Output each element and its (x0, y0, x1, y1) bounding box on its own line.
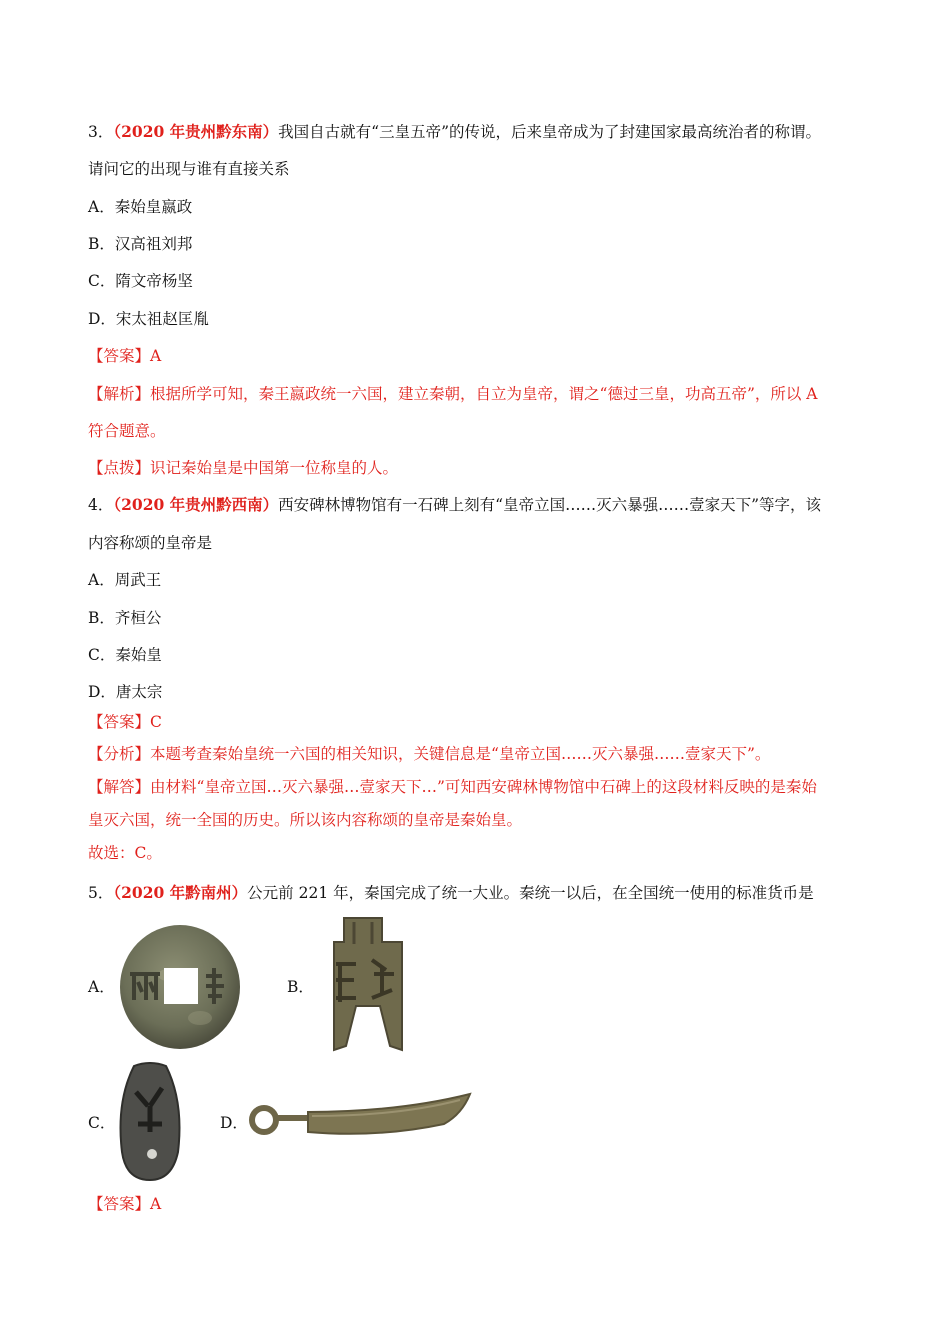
q3-analysis-line2: 符合题意。 (88, 422, 166, 440)
ban-liang-coin-image (116, 920, 244, 1052)
q4-jieda-line1: 【解答】由材料“皇帝立国…灭六暴强…壹家天下…”可知西安碑林博物馆中石碑上的这段材料反映的是秦始 (88, 778, 817, 796)
q4-answer: 【答案】C (88, 713, 162, 731)
q3-analysis-line1: 【解析】根据所学可知，秦王嬴政统一六国，建立秦朝，自立为皇帝，谓之“德过三皇，功高五帝”，所以 A (88, 385, 818, 403)
q4-stem-text: 西安碑林博物馆有一石碑上刻有“皇帝立国……灭六暴强……壹家天下”等字，该 (278, 496, 822, 514)
q5-label-d: D． (220, 1114, 248, 1132)
q5-source: （2020 年黔南州） (113, 883, 248, 902)
q3-stem-text: 我国自古就有“三皇五帝”的传说，后来皇帝成为了封建国家最高统治者的称谓。 (278, 123, 822, 141)
q4-stem-line2: 内容称颂的皇帝是 (88, 534, 213, 552)
q3-number: 3． (88, 123, 114, 141)
knife-coin-image (248, 1092, 472, 1144)
q4-option-b: B．齐桓公 (88, 609, 162, 627)
q5-label-b: B． (287, 978, 314, 996)
q3-option-a: A．秦始皇嬴政 (88, 198, 193, 216)
q5-answer: 【答案】A (88, 1195, 162, 1213)
q3-tip: 【点拨】识记秦始皇是中国第一位称皇的人。 (88, 459, 399, 477)
q5-number: 5． (88, 884, 114, 902)
q5-stem-text: 公元前 221 年，秦国完成了统一大业。秦统一以后，在全国统一使用的标准货币是 (247, 884, 814, 902)
spade-coin-image (316, 916, 412, 1052)
q4-number: 4． (88, 496, 114, 514)
q4-choice: 故选：C。 (88, 844, 162, 862)
q3-answer: 【答案】A (88, 347, 162, 365)
q4-jieda-line2: 皇灭六国，统一全国的历史。所以该内容称颂的皇帝是秦始皇。 (88, 811, 523, 829)
ant-nose-coin-image (114, 1062, 186, 1182)
q4-option-d: D．唐太宗 (88, 683, 163, 701)
q3-option-b: B．汉高祖刘邦 (88, 235, 193, 253)
q4-option-a: A．周武王 (88, 571, 162, 589)
q4-stem-line1 (88, 495, 821, 515)
q4-option-c: C．秦始皇 (88, 646, 162, 664)
q4-source: （2020 年贵州黔西南） (113, 495, 279, 514)
q3-source: （2020 年贵州黔东南） (113, 122, 279, 141)
q5-label-a: A． (88, 978, 115, 996)
q5-label-c: C． (88, 1114, 116, 1132)
q3-option-d: D．宋太祖赵匡胤 (88, 310, 209, 328)
q3-stem-line1 (88, 122, 821, 142)
q3-option-c: C．隋文帝杨坚 (88, 272, 193, 290)
q5-stem (88, 883, 814, 903)
q4-fenxi: 【分析】本题考查秦始皇统一六国的相关知识，关键信息是“皇帝立国……灭六暴强……壹家天下”。 (88, 745, 771, 763)
q3-stem-line2: 请问它的出现与谁有直接关系 (88, 160, 290, 178)
